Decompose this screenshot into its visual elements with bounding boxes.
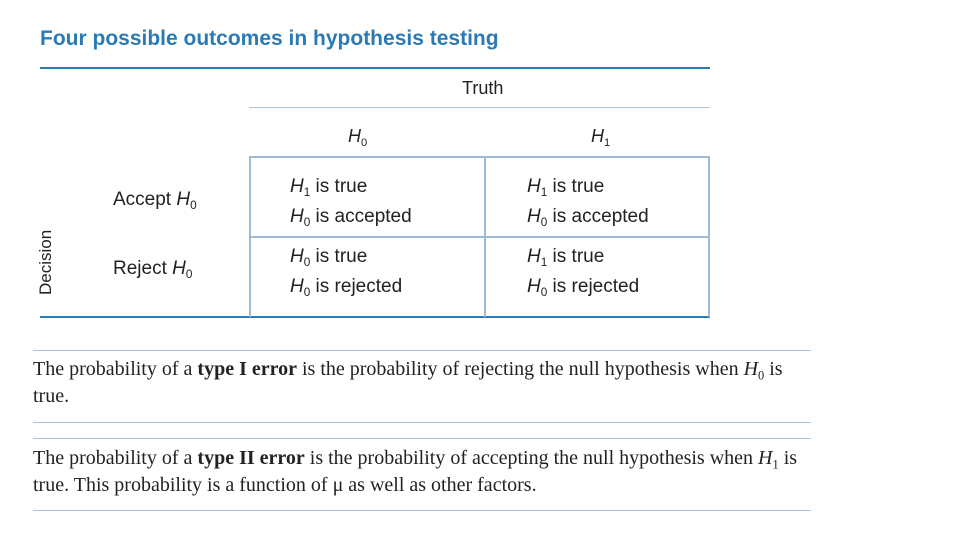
- type1-bottom-rule: [33, 422, 811, 423]
- type2-definition: The probability of a type II error is the probability of accepting the null hypothesis when $H_1$ is true. This probability is a function of μ as well as other factors.: [33, 447, 798, 496]
- cell-reject-h1: $H_1$ is true $H_0$ is rejected: [527, 246, 640, 300]
- grid-left: [249, 156, 251, 317]
- row-label-accept: Accept $H_0$: [113, 189, 197, 213]
- figure-title: Four possible outcomes in hypothesis testing: [40, 27, 499, 50]
- grid-center: [484, 156, 486, 317]
- grid-top: [249, 156, 710, 158]
- cell-accept-h0: $H_1$ is true $H_0$ is accepted: [290, 176, 412, 230]
- decision-label: Decision: [36, 229, 55, 295]
- type1-term: type I error: [197, 358, 297, 380]
- truth-rule: [249, 107, 710, 108]
- cell-reject-h0: $H_0$ is true $H_0$ is rejected: [290, 246, 403, 300]
- type2-top-rule: [33, 438, 811, 439]
- table-bottom-rule: [40, 316, 710, 318]
- column-header-h1: $H_1$: [591, 126, 611, 149]
- grid-right: [708, 156, 710, 317]
- column-header-h0: $H_0$: [348, 126, 368, 149]
- type2-term: type II error: [197, 447, 305, 469]
- type2-bottom-rule: [33, 510, 811, 511]
- type1-top-rule: [33, 350, 811, 351]
- truth-header: Truth: [462, 78, 504, 98]
- cell-accept-h1: $H_1$ is true $H_0$ is accepted: [527, 176, 649, 230]
- table-top-rule: [40, 67, 710, 69]
- type1-definition: The probability of a type I error is the probability of rejecting the null hypothesis when $H_0$ is true.: [33, 358, 783, 407]
- grid-middle: [249, 236, 710, 238]
- row-label-reject: Reject $H_0$: [113, 258, 193, 282]
